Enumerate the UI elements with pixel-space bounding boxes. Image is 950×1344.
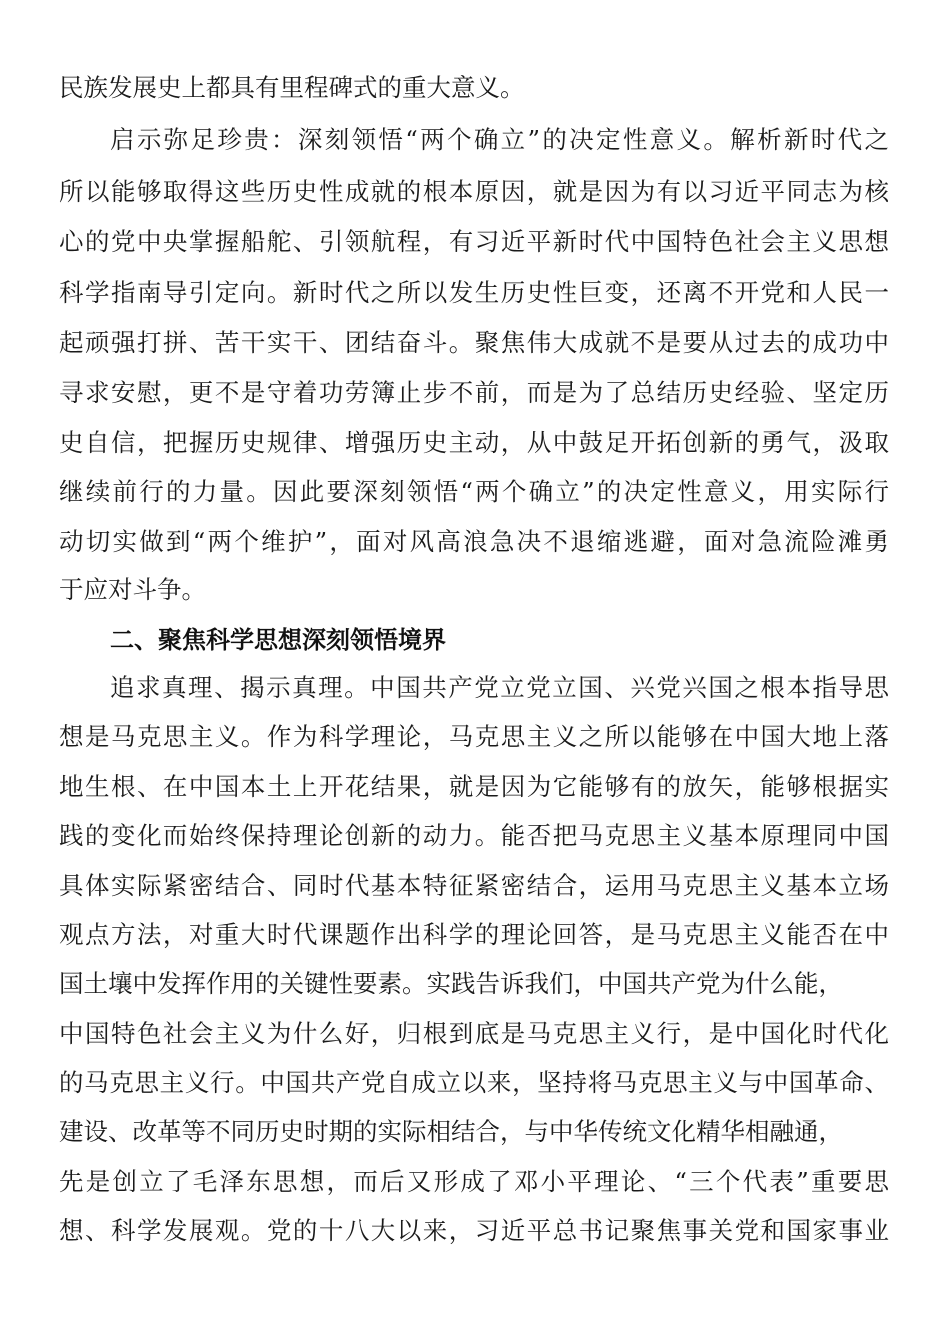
paragraph-line: 中国特色社会主义为什么好，归根到底是马克思主义行，是中国化时代化 [59, 1019, 889, 1048]
paragraph-line: 动切实做到“两个维护”，面对风高浪急决不退缩逃避，面对急流险滩勇 [59, 527, 889, 556]
paragraph-line: 史自信，把握历史规律、增强历史主动，从中鼓足开拓创新的勇气，汲取 [59, 428, 889, 457]
paragraph-line: 民族发展史上都具有里程碑式的重大意义。 [59, 73, 525, 102]
paragraph-line: 启示弥足珍贵：深刻领悟“两个确立”的决定性意义。解析新时代之 [110, 125, 889, 154]
paragraph-line: 于应对斗争。 [59, 575, 206, 604]
paragraph-line: 具体实际紧密结合、同时代基本特征紧密结合，运用马克思主义基本立场 [59, 871, 889, 900]
paragraph-line: 观点方法，对重大时代课题作出科学的理论回答，是马克思主义能否在中 [59, 920, 889, 949]
paragraph-line: 想、科学发展观。党的十八大以来，习近平总书记聚焦事关党和国家事业 [59, 1216, 889, 1245]
paragraph-line: 先是创立了毛泽东思想，而后又形成了邓小平理论、“三个代表”重要思 [59, 1167, 889, 1196]
paragraph-line: 科学指南导引定向。新时代之所以发生历史性巨变，还离不开党和人民一 [59, 278, 889, 307]
section-heading: 二、聚焦科学思想深刻领悟境界 [110, 626, 446, 654]
paragraph-line: 所以能够取得这些历史性成就的根本原因，就是因为有以习近平同志为核 [59, 177, 889, 206]
paragraph-line: 想是马克思主义。作为科学理论，马克思主义之所以能够在中国大地上落 [59, 722, 889, 751]
paragraph-line: 的马克思主义行。中国共产党自成立以来，坚持将马克思主义与中国革命、 [59, 1068, 889, 1097]
paragraph-line: 建设、改革等不同历史时期的实际相结合，与中华传统文化精华相融通， [59, 1117, 843, 1146]
paragraph-line: 心的党中央掌握船舵、引领航程，有习近平新时代中国特色社会主义思想 [59, 227, 889, 256]
paragraph-line: 继续前行的力量。因此要深刻领悟“两个确立”的决定性意义，用实际行 [59, 477, 889, 506]
paragraph-line: 践的变化而始终保持理论创新的动力。能否把马克思主义基本原理同中国 [59, 821, 889, 850]
paragraph-line: 寻求安慰，更不是守着功劳簿止步不前，而是为了总结历史经验、坚定历 [59, 378, 889, 407]
paragraph-line: 追求真理、揭示真理。中国共产党立党立国、兴党兴国之根本指导思 [110, 673, 889, 702]
paragraph-line: 地生根、在中国本土上开花结果，就是因为它能够有的放矢，能够根据实 [59, 772, 889, 801]
paragraph-line: 起顽强打拼、苦干实干、团结奋斗。聚焦伟大成就不是要从过去的成功中 [59, 328, 889, 357]
paragraph-line: 国土壤中发挥作用的关键性要素。实践告诉我们，中国共产党为什么能， [59, 969, 843, 998]
